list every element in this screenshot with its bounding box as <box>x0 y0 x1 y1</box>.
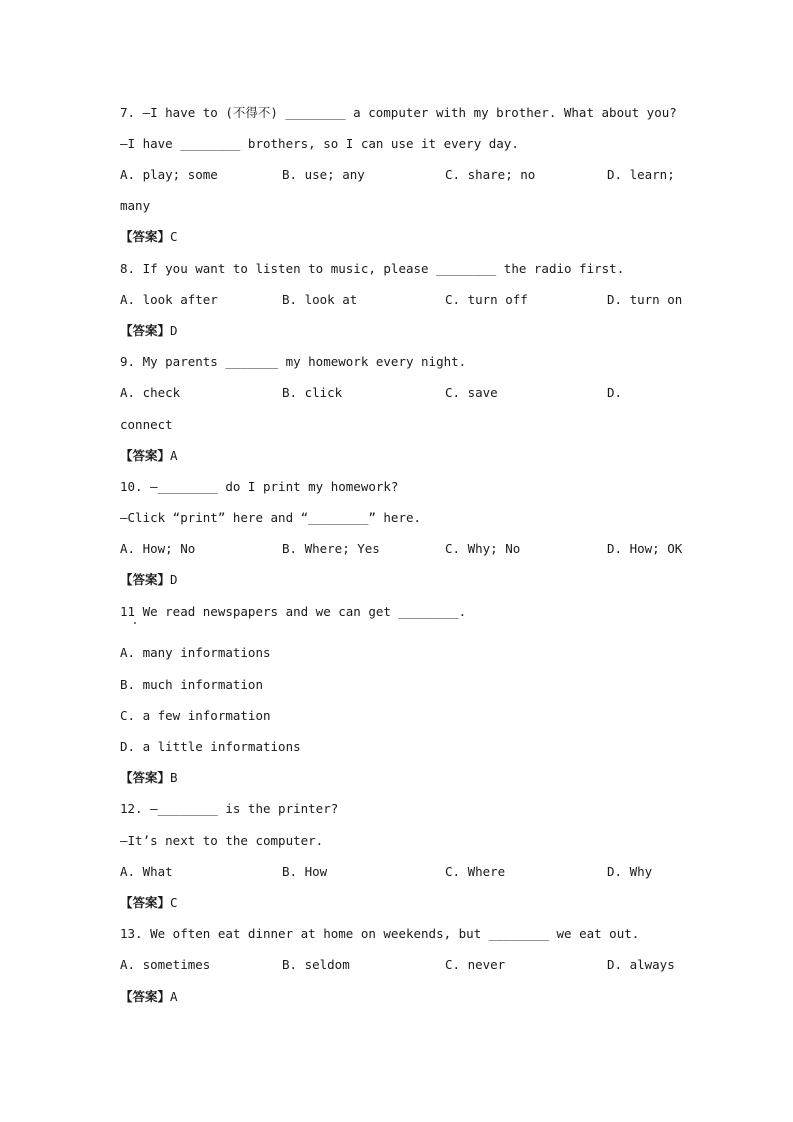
question-9-option-d-wrap: connect <box>120 417 173 432</box>
answer-value: B <box>170 770 178 785</box>
answer-label: 【答案】 <box>120 989 171 1004</box>
question-13-option-a: A. sometimes <box>120 957 211 972</box>
question-7-option-a: A. play; some <box>120 167 218 182</box>
question-13-answer <box>120 989 178 1005</box>
question-10-option-a: A. How; No <box>120 541 196 556</box>
question-11-stem: 11 We read newspapers and we can get ________. <box>120 604 467 619</box>
question-8-stem: 8. If you want to listen to music, please ________ the radio first. <box>120 261 625 276</box>
question-12-option-b: B. How <box>282 864 328 879</box>
question-7-option-d: D. learn; <box>607 167 675 182</box>
question-11-option-a: A. many informations <box>120 645 271 660</box>
question-12-option-c: C. Where <box>445 864 506 879</box>
question-8-option-b: B. look at <box>282 292 358 307</box>
question-11-option-d: D. a little informations <box>120 739 301 754</box>
question-11-option-b: B. much information <box>120 677 263 692</box>
answer-value: A <box>170 989 178 1004</box>
answer-label: 【答案】 <box>120 229 171 244</box>
question-12-answer <box>120 895 178 911</box>
question-7-option-b: B. use; any <box>282 167 365 182</box>
question-10-answer <box>120 572 178 588</box>
answer-label: 【答案】 <box>120 572 171 587</box>
question-13-option-d: D. always <box>607 957 675 972</box>
question-12-option-a: A. What <box>120 864 173 879</box>
question-10-option-d: D. How; OK <box>607 541 683 556</box>
question-12-option-d: D. Why <box>607 864 653 879</box>
question-9-option-d: D. <box>607 385 623 400</box>
question-13-option-b: B. seldom <box>282 957 350 972</box>
answer-label: 【答案】 <box>120 448 171 463</box>
answer-value: C <box>170 229 178 244</box>
question-12-stem: 12. —________ is the printer? <box>120 801 339 816</box>
answer-label: 【答案】 <box>120 323 171 338</box>
question-9-option-a: A. check <box>120 385 181 400</box>
question-13-stem: 13. We often eat dinner at home on weekends, but ________ we eat out. <box>120 926 640 941</box>
stray-dot <box>134 622 136 624</box>
question-8-answer <box>120 323 178 339</box>
question-11-option-c: C. a few information <box>120 708 271 723</box>
question-9-answer <box>120 448 178 464</box>
answer-value: D <box>170 572 178 587</box>
question-7-stem-line2: —I have ________ brothers, so I can use it every day. <box>120 136 519 151</box>
question-10-stem: 10. —________ do I print my homework? <box>120 479 399 494</box>
answer-value: D <box>170 323 178 338</box>
question-7-stem: 7. —I have to (不得不) ________ a computer with my brother. What about you? <box>120 105 677 120</box>
question-10-stem-line2: —Click “print” here and “________” here. <box>120 510 422 525</box>
question-9-option-c: C. save <box>445 385 498 400</box>
question-7-option-d-wrap: many <box>120 198 151 213</box>
question-8-option-c: C. turn off <box>445 292 528 307</box>
question-7-answer <box>120 229 178 245</box>
question-12-stem-line2: —It’s next to the computer. <box>120 833 324 848</box>
question-8-option-a: A. look after <box>120 292 218 307</box>
question-10-option-c: C. Why; No <box>445 541 521 556</box>
answer-label: 【答案】 <box>120 770 171 785</box>
question-11-answer <box>120 770 178 786</box>
answer-value: A <box>170 448 178 463</box>
question-9-stem: 9. My parents _______ my homework every night. <box>120 354 467 369</box>
answer-value: C <box>170 895 178 910</box>
question-10-option-b: B. Where; Yes <box>282 541 380 556</box>
answer-label: 【答案】 <box>120 895 171 910</box>
question-8-option-d: D. turn on <box>607 292 683 307</box>
question-13-option-c: C. never <box>445 957 506 972</box>
question-9-option-b: B. click <box>282 385 343 400</box>
question-7-option-c: C. share; no <box>445 167 536 182</box>
